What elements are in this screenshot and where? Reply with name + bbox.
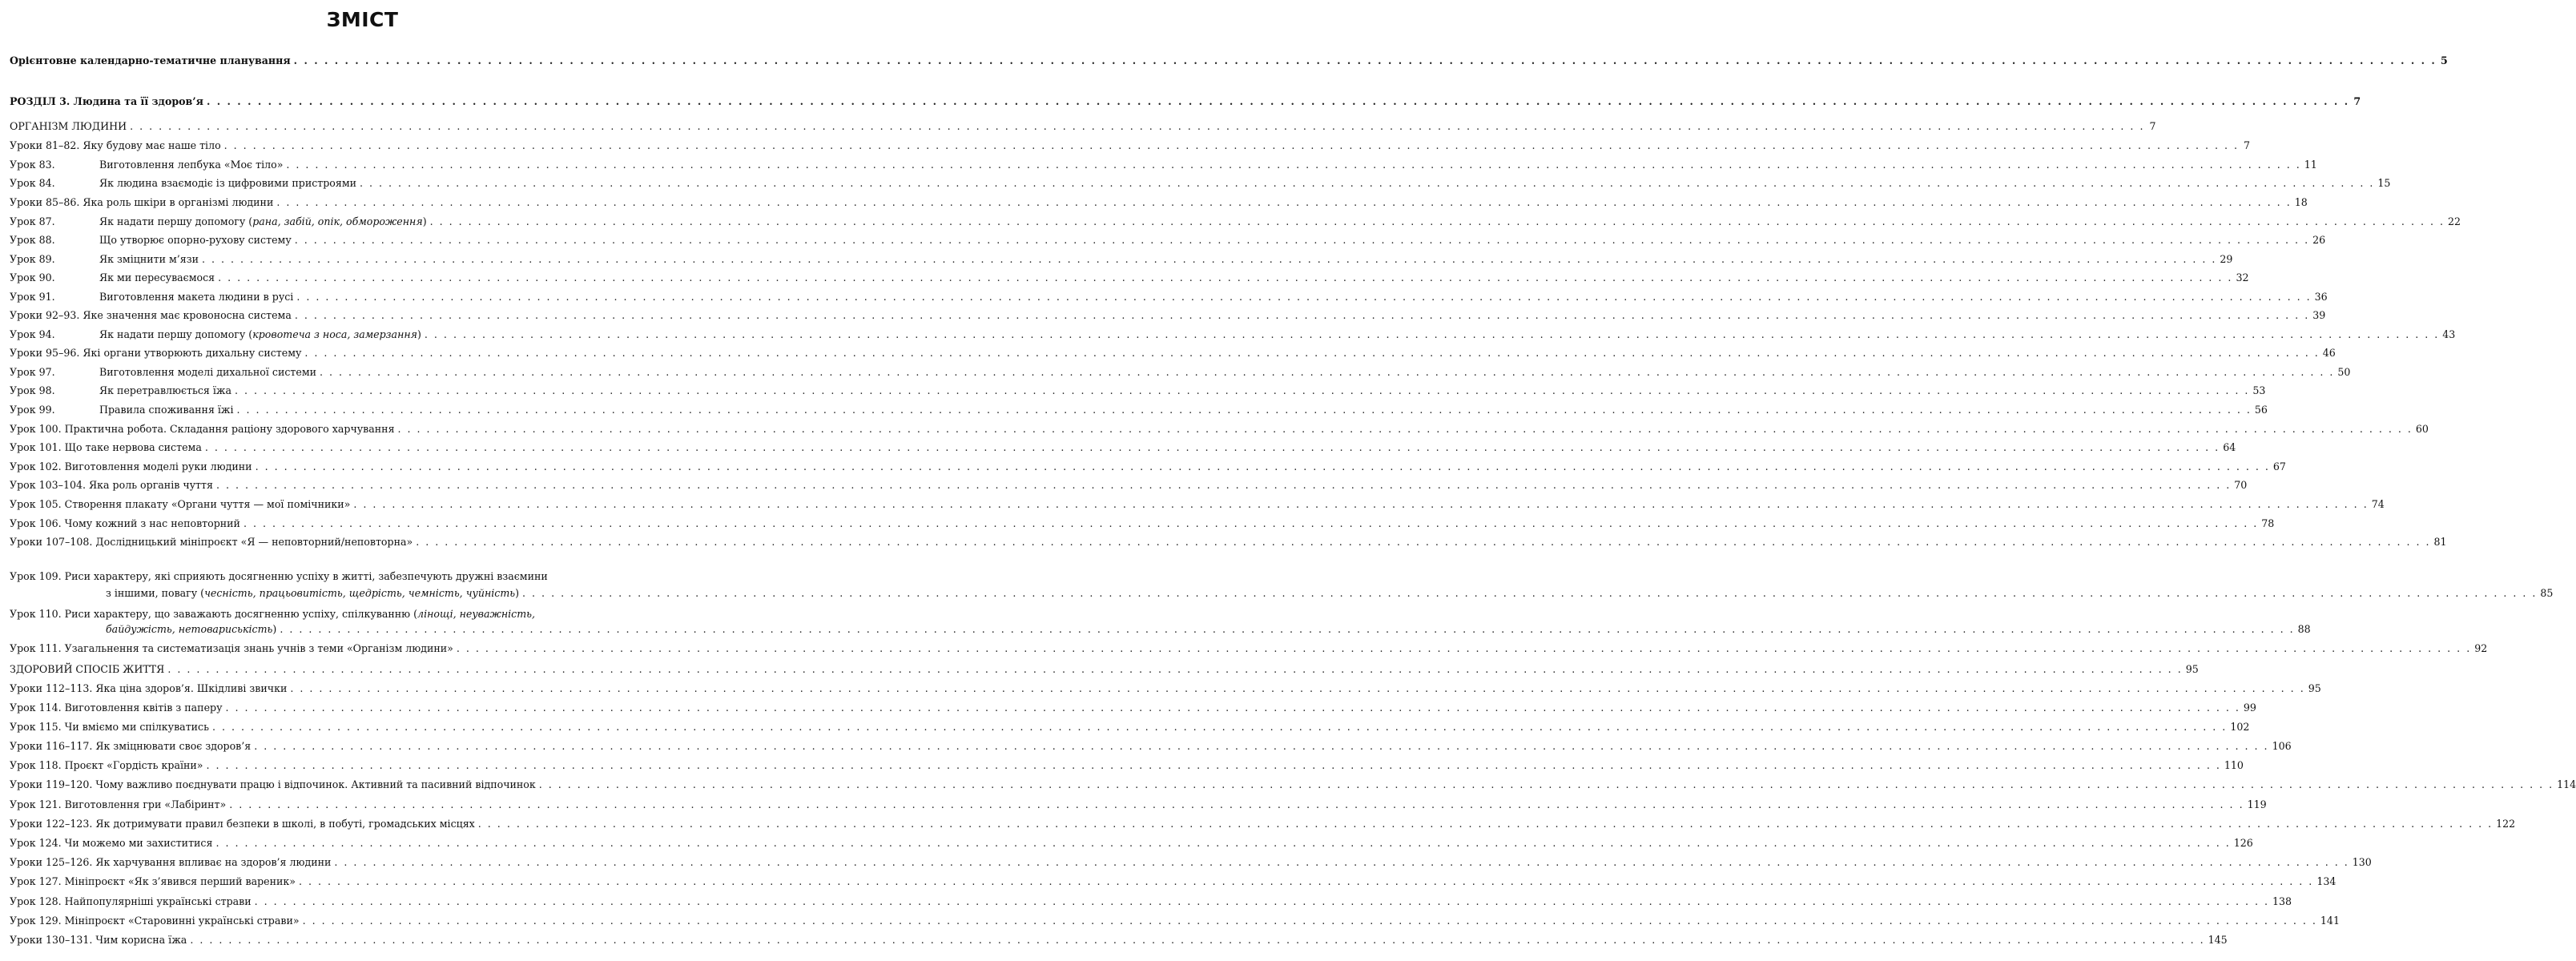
toc-entry-page: 32	[2236, 271, 2249, 283]
toc-entry-label: Уроки 85–86. Яка роль шкіри в організмі людини	[10, 196, 274, 208]
toc-entry-page: 110	[2224, 759, 2244, 771]
toc-entry-page: 5	[2441, 54, 2448, 66]
toc-entry-page: 50	[2337, 366, 2351, 378]
toc-entry	[10, 195, 2308, 211]
toc-entry-page: 102	[2230, 721, 2250, 733]
toc-entry-label: Уроки 125–126. Як харчування впливає на здоров’я людини	[10, 856, 332, 868]
toc-entry	[10, 138, 2251, 154]
toc-entry	[10, 777, 2576, 793]
toc-entry	[10, 913, 2340, 929]
toc-entry-label: Урок 127. Мініпроєкт «Як з’явився перший вареник»	[10, 875, 296, 887]
toc-entry-label: Урок 94. Як надати першу допомогу (кровотеча з носа, замерзання)	[10, 328, 421, 340]
toc-entry-label: Уроки 92–93. Яке значення має кровоносна система	[10, 309, 292, 321]
toc-entry	[10, 345, 2336, 361]
toc-entry	[10, 854, 2372, 871]
toc-entry-page: 145	[2208, 934, 2228, 946]
toc-entry-page: 36	[2314, 291, 2328, 303]
toc-entry-label: Урок 98. Як перетравлюється їжа	[10, 384, 231, 396]
toc-entry-page: 70	[2234, 479, 2248, 491]
toc-entry-page: 126	[2233, 837, 2253, 849]
toc-entry	[10, 874, 2337, 890]
toc-entry-page: 74	[2371, 498, 2385, 510]
toc-entry	[10, 894, 2292, 910]
toc-entry-label: Урок 101. Що таке нервова система	[10, 441, 202, 453]
toc-entry-page: 138	[2272, 895, 2292, 907]
toc-entry-page: 7	[2353, 95, 2361, 107]
toc-entry-page: 134	[2316, 875, 2337, 887]
toc-entry-page: 64	[2223, 441, 2236, 453]
toc-entry-label: Уроки 81–82. Яку будову має наше тіло	[10, 139, 221, 151]
toc-entry	[10, 308, 2326, 324]
toc-entry-label: Уроки 116–117. Як зміцнювати своє здоров’я	[10, 740, 252, 752]
toc-entry-page: 60	[2415, 423, 2429, 435]
toc-entry-label: Урок 97. Виготовлення моделі дихальної системи	[10, 366, 317, 378]
toc-entry-109-line2: з іншими, повагу (чесність, працьовитість, щедрість, чемність, чуйність) . . . 85	[10, 585, 716, 601]
toc-entry-label: Уроки 107–108. Дослідницький мініпроєкт «Я — неповторний/неповторна»	[10, 536, 413, 548]
toc-entry-page: 22	[2447, 215, 2461, 227]
toc-entry-label: Урок 87. Як надати першу допомогу (рана, забій, опік, обмороження)	[10, 215, 427, 227]
toc-entry	[10, 816, 2516, 832]
toc-entry-label: Урок 102. Виготовлення моделі руки людини	[10, 460, 252, 472]
toc-entry	[10, 661, 2199, 678]
toc-entry	[10, 364, 2351, 380]
toc-entry	[10, 641, 2488, 657]
toc-entry-label: Урок 100. Практична робота. Складання раціону здорового харчування	[10, 423, 395, 435]
toc-entry-109-line1: Урок 109. Риси характеру, які сприяють досягненню успіху в житті, забезпечують дружні взаємини	[10, 570, 548, 582]
toc-entry	[10, 681, 2321, 697]
toc-entry-page: 99	[2243, 702, 2256, 714]
toc-entry-label: Урок 88. Що утворює опорно-рухову систему	[10, 234, 292, 246]
toc-entry-label: Урок 99. Правила споживання їжі	[10, 404, 234, 416]
toc-entry-label: Урок 114. Виготовлення квітів з паперу	[10, 702, 223, 714]
toc-entry-label: Урок 118. Проєкт «Гордість країни»	[10, 759, 203, 771]
toc-entry-label: Урок 124. Чи можемо ми захиститися	[10, 837, 213, 849]
toc-entry-page: 85	[2540, 587, 2554, 599]
toc-entry-page: 88	[2297, 623, 2311, 635]
toc-entry-page: 141	[2320, 915, 2340, 927]
toc-entry	[10, 497, 2385, 513]
toc-entry-page: 106	[2272, 740, 2292, 752]
toc-entry	[10, 421, 2429, 437]
toc-entry-label: Урок 84. Як людина взаємодіє із цифровими пристроями	[10, 177, 357, 189]
toc-entry	[10, 738, 2292, 754]
toc-entry	[10, 175, 2391, 191]
toc-entry-page: 67	[2272, 460, 2286, 472]
toc-entry-page: 95	[2185, 663, 2199, 675]
toc-entry-label: Урок 121. Виготовлення гри «Лабіринт»	[10, 798, 227, 810]
toc-entry-label: Урок 129. Мініпроєкт «Старовинні українські страви»	[10, 915, 300, 927]
toc-entry	[10, 157, 2317, 173]
toc-entry	[10, 119, 2156, 135]
toc-entry-page: 39	[2312, 309, 2326, 321]
toc-entry-section	[10, 94, 2361, 110]
toc-entry-page: 114	[2557, 778, 2576, 790]
toc-entry-page: 78	[2261, 517, 2275, 529]
toc-entry	[10, 700, 2256, 716]
toc-entry-page: 26	[2312, 234, 2326, 246]
toc-entry-110-line2: байдужість, нетовариськість) . . . 88	[10, 621, 716, 637]
toc-entry-label: Уроки 119–120. Чому важливо поєднувати працю і відпочинок. Активний та пасивний відпочинок	[10, 778, 536, 790]
toc-entry-label: Урок 89. Як зміцнити м’язи	[10, 253, 199, 265]
toc-entry	[10, 270, 2249, 286]
toc-entry-label: ЗДОРОВИЙ СПОСІБ ЖИТТЯ	[10, 663, 165, 675]
toc-entry-label: РОЗДІЛ 3. Людина та її здоров’я	[10, 95, 203, 107]
toc-entry-label: Урок 106. Чому кожний з нас неповторний	[10, 517, 240, 529]
toc-entry	[10, 477, 2248, 493]
toc-entry	[10, 440, 2236, 456]
toc-entry-label: Уроки 112–113. Яка ціна здоров’я. Шкідливі звички	[10, 682, 288, 694]
toc-entry-label: Урок 105. Створення плакату «Органи чуття — мої помічники»	[10, 498, 351, 510]
toc-entry-page: 95	[2308, 682, 2321, 694]
toc-entry-page: 46	[2322, 347, 2336, 359]
toc-entry	[10, 932, 2228, 948]
toc-entry-page: 119	[2247, 798, 2267, 810]
toc-entry	[10, 327, 2456, 343]
toc-entry-label: Урок 90. Як ми пересуваємося	[10, 271, 215, 283]
toc-entry-label: Урок 103–104. Яка роль органів чуття	[10, 479, 213, 491]
toc-entry	[10, 459, 2286, 475]
toc-entry-label: Уроки 122–123. Як дотримувати правил безпеки в школі, в побуті, громадських місцях	[10, 818, 475, 830]
page-title: ЗМІСТ	[326, 8, 399, 31]
toc-entry	[10, 214, 2461, 230]
toc-entry	[10, 516, 2275, 532]
toc-entry-page: 18	[2294, 196, 2308, 208]
toc-entry-page: 81	[2433, 536, 2447, 548]
toc-entry	[10, 402, 2268, 418]
toc-entry-label: ОРГАНІЗМ ЛЮДИНИ	[10, 120, 127, 132]
toc-entry-label: Уроки 130–131. Чим корисна їжа	[10, 934, 187, 946]
toc-entry-page: 15	[2377, 177, 2391, 189]
toc-entry-page: 53	[2252, 384, 2266, 396]
toc-entry-label: Урок 115. Чи вміємо ми спілкуватись	[10, 721, 209, 733]
toc-entry	[10, 719, 2250, 735]
toc-entry	[10, 251, 2233, 267]
toc-entry	[10, 232, 2326, 248]
toc-entry-label: Урок 91. Виготовлення макета людини в русі	[10, 291, 294, 303]
toc-entry	[10, 797, 2267, 813]
toc-entry-page: 56	[2254, 404, 2268, 416]
toc-entry-label: Уроки 95–96. Які органи утворюють дихальну систему	[10, 347, 302, 359]
toc-entry-label: Орієнтовне календарно-тематичне планування	[10, 54, 291, 66]
toc-entry-page: 29	[2220, 253, 2233, 265]
toc-entry-label: Урок 111. Узагальнення та систематизація знань учнів з теми «Організм людини»	[10, 642, 453, 654]
toc-entry-page: 7	[2149, 120, 2156, 132]
toc-entry-page: 7	[2244, 139, 2251, 151]
toc-entry-label: Урок 83. Виготовлення лепбука «Моє тіло»	[10, 159, 284, 171]
toc-entry-page: 130	[2352, 856, 2372, 868]
toc-entry-label: Урок 128. Найпопулярніші українські страви	[10, 895, 252, 907]
toc-entry	[10, 289, 2328, 305]
toc-entry	[10, 534, 2447, 550]
toc-entry-110-line1: Урок 110. Риси характеру, що заважають досягненню успіху, спілкуванню (лінощі, неуважність,	[10, 608, 535, 620]
toc-entry	[10, 383, 2266, 399]
toc-entry	[10, 758, 2244, 774]
toc-entry-plan	[10, 53, 2448, 69]
toc-entry-page: 92	[2474, 642, 2488, 654]
toc-entry-page: 122	[2496, 818, 2516, 830]
toc-entry	[10, 835, 2253, 851]
toc-entry-page: 11	[2304, 159, 2317, 171]
toc-entry-page: 43	[2442, 328, 2456, 340]
